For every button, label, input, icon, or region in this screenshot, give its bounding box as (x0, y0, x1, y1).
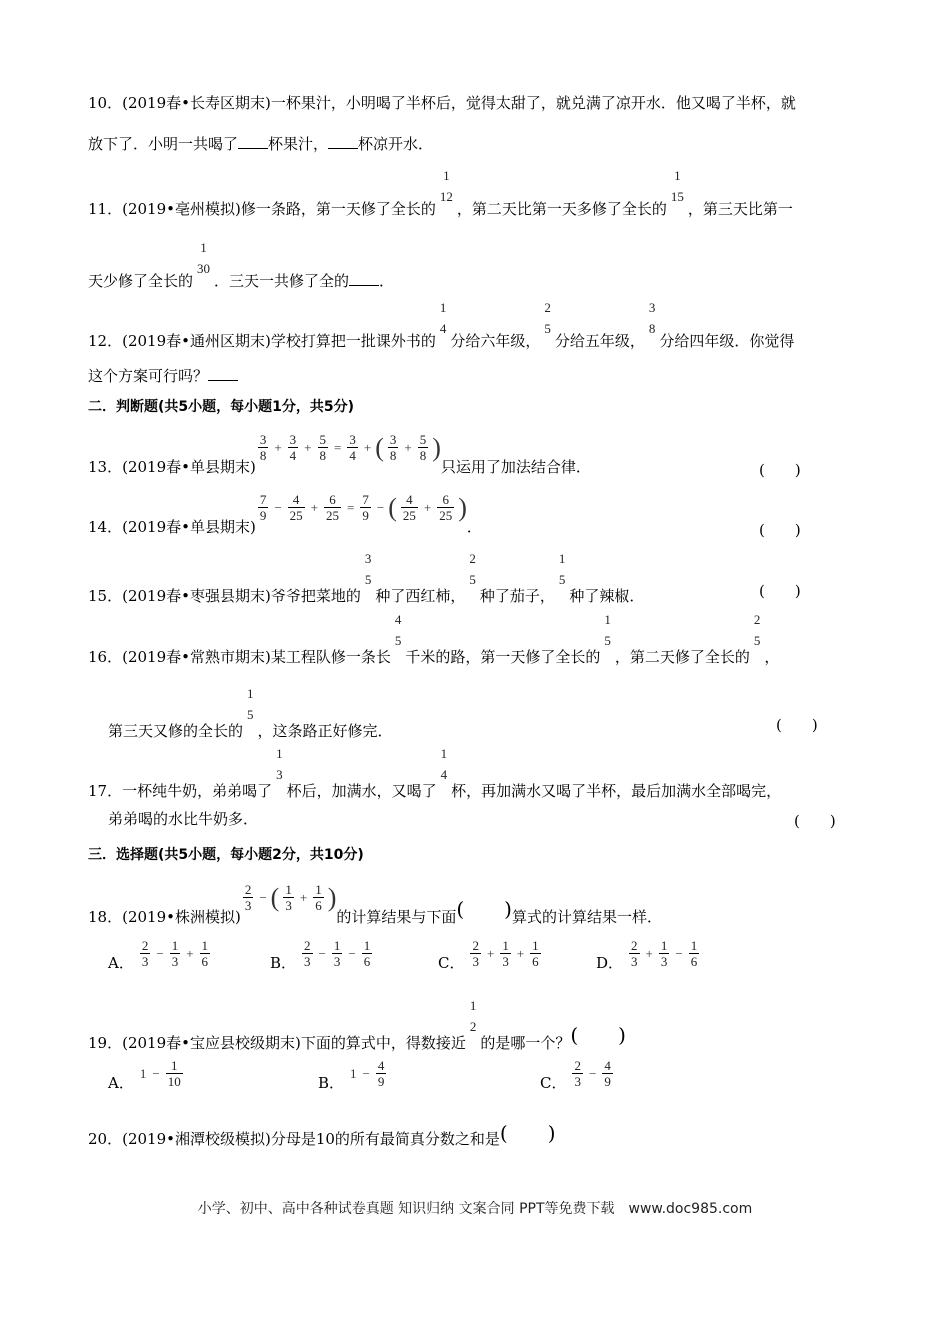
math-expression: $\frac{2}{3}$ − $\frac{4}{9}$ (574, 1058, 611, 1089)
question-text: 种了西红柿， (375, 587, 466, 605)
question-source: (2019春•单县期末) (122, 458, 256, 476)
math-expression: $\frac{2}{3}$ − ( $\frac{1}{3}$ + $\frac{1}{6}$ ) (244, 882, 337, 913)
question-number: 13． (88, 458, 123, 476)
option-c[interactable] (438, 938, 543, 972)
question-number: 19． (88, 1034, 123, 1052)
question-number: 18． (88, 908, 123, 926)
option-label: D． (596, 954, 624, 972)
question-17-line2 (108, 810, 258, 828)
answer-blank[interactable] (349, 271, 379, 286)
question-number: 11． (88, 200, 123, 218)
question-12-line1 (88, 300, 795, 350)
question-text: 杯，再加满水又喝了半杯，最后加满水全部喝完， (451, 782, 782, 800)
fraction: 2 5 (753, 612, 761, 648)
section-heading: 二．判断题(共5小题，每小题1分，共5分) (88, 399, 355, 415)
answer-parentheses[interactable]: ( ) (776, 716, 818, 734)
question-text: ，第二天比第一天多修了全长的 (456, 200, 667, 218)
question-text: 这个方案可行吗？ (88, 367, 209, 385)
answer-parentheses[interactable]: ( ) (794, 812, 836, 830)
fraction: 1 5 (604, 612, 611, 648)
question-text: 分给四年级．你觉得 (659, 332, 795, 350)
question-text: 分给五年级， (554, 332, 645, 350)
question-number: 14． (88, 518, 123, 536)
question-text: 杯果汁， (268, 135, 329, 153)
option-d[interactable] (596, 938, 701, 972)
question-text: 分给六年级， (450, 332, 541, 350)
question-number: 17． (88, 782, 123, 800)
question-text: (2019春•常熟市期末)某工程队修一条长 (122, 648, 391, 666)
question-text: ，第二天修了全长的 (614, 648, 750, 666)
question-13 (88, 430, 591, 476)
answer-parentheses[interactable]: ( ) (570, 1023, 626, 1047)
question-14 (88, 490, 482, 536)
fraction: 1 15 (670, 168, 684, 204)
fraction: 3 5 (364, 551, 372, 587)
question-text: ， (764, 648, 780, 666)
option-label: A． (108, 1074, 134, 1092)
fraction: 1 3 (276, 746, 283, 782)
question-11-line1 (88, 168, 793, 218)
fraction: 1 12 (439, 168, 453, 204)
fraction: 1 2 (469, 998, 477, 1034)
option-a[interactable] (108, 938, 212, 972)
question-text: ．三天一共修了全的 (214, 272, 350, 290)
answer-blank[interactable] (328, 134, 358, 149)
fraction: 4 5 (394, 612, 402, 648)
question-text: (2019春•通州区期末)学校打算把一批课外书的 (122, 332, 436, 350)
option-label: C． (540, 1074, 567, 1092)
question-text: 杯后，加满水，又喝了 (286, 782, 437, 800)
question-text: 第三天又修的全长的 (108, 722, 244, 740)
answer-parentheses[interactable]: ( ) (759, 461, 801, 479)
question-text: (2019春•长寿区期末)一杯果汁，小明喝了半杯后，觉得太甜了，就兑满了凉开水．他又喝了半杯，就 (122, 94, 796, 112)
question-10-line1 (88, 94, 796, 112)
answer-parentheses[interactable]: ( ) (456, 897, 512, 921)
fraction: 1 4 (439, 300, 447, 336)
question-number: 10． (88, 94, 123, 112)
math-expression: 1 − $\frac{1}{10}$ (139, 1058, 181, 1089)
question-12-line2 (88, 366, 238, 385)
question-text: (2019•湘潭校级模拟)分母是10的所有最简真分数之和是 (122, 1130, 500, 1148)
math-expression: $\frac{2}{3}$ − $\frac{1}{3}$ − $\frac{1}{6}$ (304, 938, 371, 969)
fraction: 3 8 (648, 300, 656, 336)
question-text: (2019春•枣强县期末)爷爷把菜地的 (122, 587, 361, 605)
math-expression: $\frac{2}{3}$ − $\frac{1}{3}$ + $\frac{1}{6}$ (141, 938, 209, 969)
question-11-line2 (88, 240, 395, 290)
question-text: 放下了．小明一共喝了 (88, 135, 239, 153)
option-c[interactable] (540, 1058, 615, 1092)
question-text: 算式的计算结果一样． (511, 908, 662, 926)
question-10-line2 (88, 134, 433, 153)
question-text: 的是哪一个？ (480, 1034, 571, 1052)
option-label: C． (438, 954, 465, 972)
page-footer: 小学、初中、高中各种试卷真题 知识归纳 文案合同 PPT等免费下载 www.doc985.com (197, 1201, 753, 1217)
question-text: ． (379, 272, 395, 290)
question-text: 的计算结果与下面 (336, 908, 457, 926)
question-text: 千米的路，第一天修了全长的 (405, 648, 601, 666)
question-text: (2019•亳州模拟)修一条路，第一天修了全长的 (122, 200, 436, 218)
option-a[interactable] (108, 1058, 185, 1092)
answer-blank[interactable] (208, 366, 238, 381)
question-text: 种了茄子， (479, 587, 555, 605)
question-15 (88, 551, 645, 605)
math-expression: $\frac{7}{9}$ − $\frac{4}{25}$ + $\frac{6}{25}$ = $\frac{7}{9}$ − ( $\frac{4}{25}$ + $\frac{6}{25}$ ) (259, 492, 467, 523)
math-expression: 1 − $\frac{4}{9}$ (350, 1058, 385, 1089)
question-text: 弟弟喝的水比牛奶多． (108, 810, 259, 828)
question-17-line1 (88, 746, 782, 800)
question-text: 天少修了全长的 (88, 272, 194, 290)
answer-parentheses[interactable]: ( ) (499, 1121, 556, 1145)
option-label: A． (108, 954, 134, 972)
question-16-line1 (88, 612, 780, 666)
math-expression: $\frac{3}{8}$ + $\frac{3}{4}$ + $\frac{5}{8}$ = $\frac{3}{4}$ + ( $\frac{3}{8}$ + $\frac{5}{8}$ ) (259, 432, 441, 463)
question-number: 12． (88, 332, 123, 350)
option-label: B． (318, 1074, 345, 1092)
fraction: 2 5 (544, 300, 551, 336)
math-expression: $\frac{2}{3}$ + $\frac{1}{3}$ + $\frac{1}{6}$ (472, 938, 539, 969)
option-b[interactable] (270, 938, 374, 972)
question-number: 16． (88, 648, 123, 666)
question-text: 一杯纯牛奶，弟弟喝了 (122, 782, 273, 800)
question-source: (2019•株洲模拟) (122, 908, 241, 926)
question-18 (88, 878, 662, 926)
answer-parentheses[interactable]: ( ) (759, 582, 801, 600)
question-19 (88, 998, 626, 1052)
question-16-line2 (108, 686, 393, 740)
fraction: 1 30 (197, 240, 211, 276)
question-text: (2019春•宝应县校级期末)下面的算式中，得数接近 (122, 1034, 466, 1052)
fraction: 1 5 (247, 686, 254, 722)
option-b[interactable] (318, 1058, 388, 1092)
section-heading: 三．选择题(共5小题，每小题2分，共10分) (88, 847, 364, 863)
question-text: ． (466, 518, 482, 536)
answer-blank[interactable] (238, 134, 268, 149)
fraction: 1 5 (558, 551, 566, 587)
math-expression: $\frac{2}{3}$ + $\frac{1}{3}$ − $\frac{1}{6}$ (631, 938, 698, 969)
question-text: ，这条路正好修完． (257, 722, 393, 740)
answer-parentheses[interactable]: ( ) (759, 521, 801, 539)
option-label: B． (270, 954, 297, 972)
fraction: 2 5 (469, 551, 476, 587)
question-text: ，第三天比第一 (687, 200, 793, 218)
question-text: 杯凉开水． (358, 135, 434, 153)
question-20 (88, 1121, 556, 1148)
question-text: 只运用了加法结合律． (440, 458, 591, 476)
fraction: 1 4 (440, 746, 448, 782)
question-text: 种了辣椒． (569, 587, 645, 605)
question-number: 20． (88, 1130, 123, 1148)
question-number: 15． (88, 587, 123, 605)
question-source: (2019春•单县期末) (122, 518, 256, 536)
